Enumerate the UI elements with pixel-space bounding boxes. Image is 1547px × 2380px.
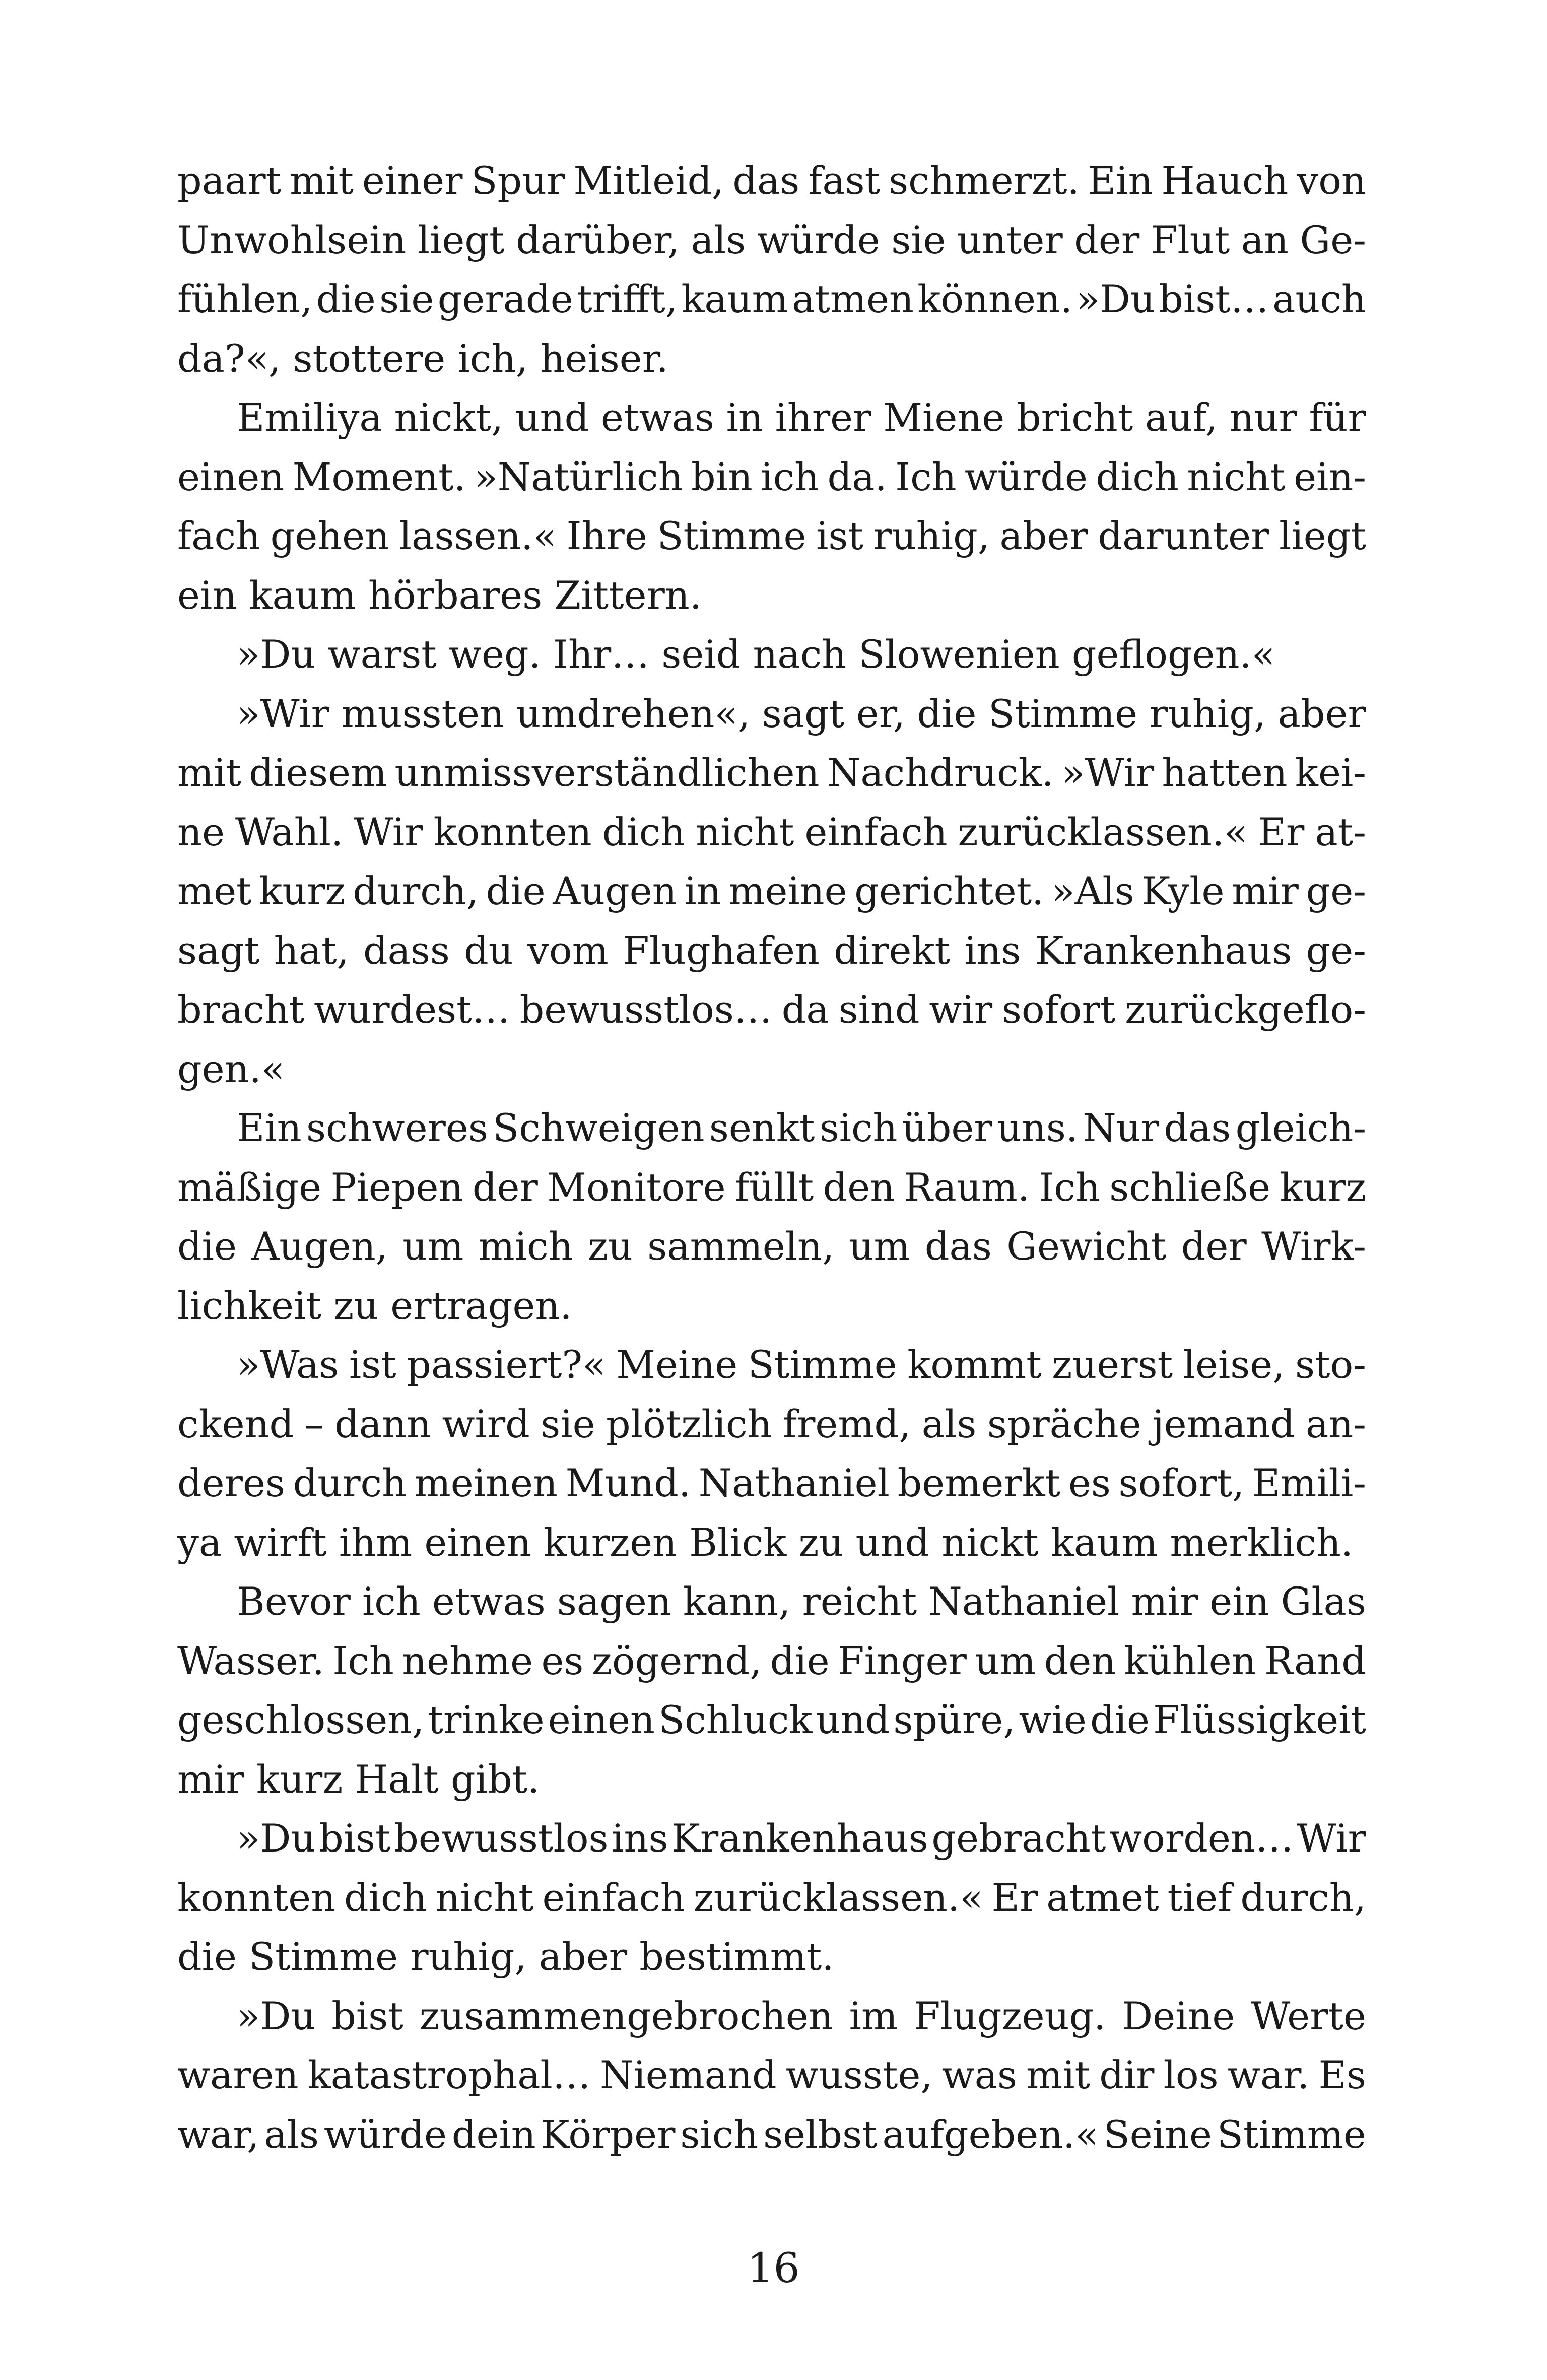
word: etwas <box>601 395 714 440</box>
word: Seine <box>1103 2111 1212 2157</box>
word: Nathaniel <box>928 1579 1120 1624</box>
word: ruhig, <box>1149 691 1266 736</box>
word: spüre, <box>893 1697 1016 1742</box>
word: bist <box>319 1816 391 1861</box>
word: meinen <box>414 1461 558 1505</box>
text-line <box>177 1987 1366 2046</box>
word: sagen <box>557 1579 671 1624</box>
word: von <box>1297 158 1366 203</box>
word: Meine <box>616 1342 738 1387</box>
word: direkt <box>834 928 951 973</box>
text-line <box>177 980 1366 1039</box>
word: schließe <box>1109 1164 1271 1210</box>
word: sagt <box>177 928 260 973</box>
word: Nur <box>1083 1105 1160 1150</box>
word: bewusstlos <box>394 1816 609 1861</box>
word: in <box>684 869 721 913</box>
text-line <box>177 447 1366 507</box>
word: gerichtet. <box>854 869 1044 913</box>
word: Moment. <box>292 454 466 499</box>
text-line: gen.« <box>177 1046 285 1091</box>
word: mit <box>177 750 241 795</box>
word: um <box>402 1224 464 1269</box>
word: Ich <box>332 1638 394 1683</box>
word: bewusstlos… <box>519 987 772 1032</box>
word: at- <box>1315 809 1366 854</box>
word: zögernd, <box>591 1638 762 1683</box>
word: Ihre <box>566 513 647 558</box>
word: fach <box>177 513 260 558</box>
word: durch <box>293 1461 407 1505</box>
word: Raum. <box>904 1164 1030 1210</box>
text-line <box>177 1335 1366 1395</box>
text-line <box>177 803 1366 862</box>
word: können. <box>917 277 1073 321</box>
word: Flut <box>1151 217 1230 262</box>
text-line <box>177 1572 1366 1631</box>
word: wusste, <box>785 2053 933 2097</box>
word: Er <box>991 1875 1038 1920</box>
word: den <box>1044 1638 1116 1683</box>
text-line <box>177 1868 1366 1928</box>
word: im <box>849 1993 898 2038</box>
word: aber <box>1277 691 1366 736</box>
word: sofort <box>1001 987 1116 1032</box>
word: bemerkt <box>897 1461 1061 1505</box>
text-line <box>177 1158 1366 1217</box>
word: einen <box>548 1697 655 1742</box>
word: Finger <box>837 1638 967 1683</box>
word: du <box>464 928 513 973</box>
word: Bevor <box>237 1579 351 1624</box>
word: Flüssigkeit <box>1153 1697 1366 1742</box>
word: Wahl. <box>235 809 344 854</box>
word: nicht <box>696 809 794 854</box>
word: vom <box>527 928 609 973</box>
word: spräche <box>987 1401 1141 1446</box>
word: sto- <box>1295 1342 1366 1387</box>
word: trifft, <box>577 277 678 321</box>
word: plötzlich <box>606 1401 772 1446</box>
word: ins <box>964 928 1021 973</box>
word: zurückgeflo- <box>1125 987 1366 1032</box>
word: sagt <box>762 691 845 736</box>
word: darüber, <box>516 217 680 262</box>
word: der <box>1074 217 1140 262</box>
word: Wasser. <box>177 1638 324 1683</box>
text-line <box>177 2045 1366 2105</box>
word: über <box>902 1105 992 1150</box>
word: zuerst <box>1052 1342 1173 1387</box>
word: jemand <box>1152 1401 1295 1446</box>
word: Deine <box>1122 1993 1235 2038</box>
word: selbst <box>763 2111 878 2157</box>
word: als <box>691 217 746 262</box>
word: schmerzt. <box>889 158 1080 203</box>
word: nicht <box>1187 454 1286 499</box>
word: paart <box>177 158 282 203</box>
word: und <box>816 1697 890 1742</box>
word: Spur <box>471 158 565 203</box>
word: worden… <box>1109 1816 1294 1861</box>
word: kühlen <box>1124 1638 1256 1683</box>
word: atmet <box>1046 1875 1159 1920</box>
word: mir <box>1131 1579 1198 1624</box>
word: wie <box>1019 1697 1087 1742</box>
word: kurz <box>1280 1164 1366 1210</box>
word: »Du <box>237 1993 316 2038</box>
word: wir <box>929 987 993 1032</box>
word: kaum <box>681 277 788 321</box>
word: los <box>1163 2053 1219 2097</box>
word: leise, <box>1183 1342 1285 1387</box>
text-line: ein kaum hörbares Zittern. <box>177 572 702 618</box>
word: Nachdruck. <box>827 750 1054 795</box>
word: Körper <box>541 2111 676 2157</box>
page-number: 16 <box>747 2244 800 2292</box>
text-line: ya wirft ihm einen kurzen Blick zu und nickt kaum merklich. <box>177 1519 1354 1565</box>
word: dann <box>334 1401 431 1446</box>
text-line: lichkeit zu ertragen. <box>177 1283 572 1328</box>
word: zurücklassen.« <box>693 1875 983 1920</box>
text-line: die Stimme ruhig, aber bestimmt. <box>177 1934 834 1979</box>
word: würde <box>757 217 880 262</box>
word: unmissverständlichen <box>394 750 820 795</box>
word: dich <box>602 809 686 854</box>
word: ein <box>1209 1579 1269 1624</box>
text-line <box>177 862 1366 921</box>
word: Es <box>1318 2053 1366 2097</box>
word: met <box>177 869 252 913</box>
text-line <box>177 1809 1366 1868</box>
word: mussten <box>341 691 504 736</box>
word: deres <box>177 1461 285 1505</box>
word: aber <box>999 513 1088 558</box>
word: ins <box>612 1816 668 1861</box>
body-text <box>177 151 1366 2164</box>
word: passiert?« <box>407 1342 606 1387</box>
text-line <box>177 151 1366 211</box>
text-line <box>177 506 1366 566</box>
word: mir <box>1232 869 1299 913</box>
word: Monitore <box>547 1164 726 1210</box>
word: hat, <box>274 928 349 973</box>
word: Schweigen <box>493 1105 705 1150</box>
text-line <box>177 1690 1366 1750</box>
text-line <box>177 1098 1366 1158</box>
word: war. <box>1227 2053 1310 2097</box>
word: als <box>264 2111 319 2157</box>
word: bricht <box>1016 395 1133 440</box>
word: gleich- <box>1235 1105 1366 1150</box>
word: füllt <box>734 1164 814 1210</box>
word: »Was <box>237 1342 339 1387</box>
word: auf, <box>1145 395 1218 440</box>
word: sammeln, <box>647 1224 835 1269</box>
word: mit <box>290 158 354 203</box>
word: bin <box>691 454 753 499</box>
text-line <box>177 270 1366 329</box>
word: nur <box>1229 395 1297 440</box>
word: Augen <box>553 869 677 913</box>
word: ich <box>761 454 820 499</box>
word: Emili- <box>1252 1461 1366 1505</box>
word: Mitleid, <box>573 158 724 203</box>
word: dir <box>1099 2053 1155 2097</box>
word: schweres <box>306 1105 488 1150</box>
word: Schluck <box>658 1697 813 1742</box>
word: die <box>917 691 977 736</box>
word: Stimme <box>1217 2111 1366 2157</box>
word: an <box>1241 217 1289 262</box>
word: ist <box>349 1342 396 1387</box>
word: wird <box>442 1401 530 1446</box>
word: »Als <box>1051 869 1134 913</box>
word: kommt <box>907 1342 1042 1387</box>
word: auch <box>1272 277 1366 321</box>
word: Krankenhaus <box>671 1816 928 1861</box>
word: Miene <box>883 395 1005 440</box>
word: es <box>1068 1461 1111 1505</box>
word: Augen, <box>251 1224 388 1269</box>
word: ruhig, <box>873 513 990 558</box>
word: darunter <box>1098 513 1269 558</box>
word: als <box>921 1401 977 1446</box>
word: Kyle <box>1141 869 1225 913</box>
word: Stimme <box>657 513 806 558</box>
word: bist… <box>1159 277 1269 321</box>
word: Unwohlsein <box>177 217 407 262</box>
word: die <box>177 1224 237 1269</box>
word: ne <box>177 809 225 854</box>
word: Hauch <box>1161 158 1289 203</box>
word: Stimme <box>988 691 1138 736</box>
text-line <box>177 1217 1366 1276</box>
word: einfach <box>542 1875 685 1920</box>
word: katastrophal… <box>307 2053 591 2097</box>
word: sie <box>379 277 434 321</box>
word: diesem <box>249 750 387 795</box>
word: einfach <box>804 809 948 854</box>
word: Stimme <box>748 1342 897 1387</box>
word: den <box>823 1164 895 1210</box>
word: für <box>1309 395 1366 440</box>
word: kurz <box>259 869 346 913</box>
word: dein <box>451 2111 536 2157</box>
word: nickt, <box>394 395 504 440</box>
word: – <box>304 1401 324 1446</box>
word: nehme <box>402 1638 533 1683</box>
word: geschlossen, <box>177 1697 425 1742</box>
word: fast <box>808 158 881 203</box>
word: dich <box>1096 454 1179 499</box>
word: der <box>472 1164 538 1210</box>
text-line <box>177 388 1366 447</box>
word: Werte <box>1251 1993 1366 2038</box>
word: »Du <box>1076 277 1155 321</box>
word: sich <box>819 1105 898 1150</box>
text-line <box>177 743 1366 803</box>
word: konnten <box>433 809 592 854</box>
word: zurücklassen.« <box>958 809 1248 854</box>
word: Ich <box>1039 1164 1100 1210</box>
word: ich <box>362 1579 421 1624</box>
word: die <box>486 869 546 913</box>
word: atmen <box>792 277 914 321</box>
word: das <box>1164 1105 1231 1150</box>
word: unter <box>957 217 1063 262</box>
word: sind <box>838 987 920 1032</box>
word: »Wir <box>237 691 329 736</box>
word: »Du <box>237 1816 316 1861</box>
word: die <box>316 277 376 321</box>
word: »Natürlich <box>474 454 683 499</box>
word: fremd, <box>782 1401 911 1446</box>
word: nicht <box>435 1875 534 1920</box>
word: Flughafen <box>623 928 820 973</box>
word: die <box>1090 1697 1150 1742</box>
word: Rand <box>1264 1638 1366 1683</box>
word: sie <box>891 217 946 262</box>
word: da <box>781 987 829 1032</box>
word: war, <box>177 2111 259 2157</box>
word: Wirk- <box>1261 1224 1366 1269</box>
word: er, <box>856 691 905 736</box>
word: ge- <box>1306 869 1366 913</box>
word: konnten <box>177 1875 336 1920</box>
word: Emiliya <box>237 395 382 440</box>
word: umdrehen«, <box>516 691 751 736</box>
word: ist <box>816 513 863 558</box>
word: es <box>541 1638 584 1683</box>
text-line <box>177 211 1366 270</box>
word: kann, <box>683 1579 791 1624</box>
word: Wir <box>354 809 423 854</box>
word: dass <box>363 928 450 973</box>
word: da. <box>827 454 887 499</box>
text-line: »Du warst weg. Ihr… seid nach Slowenien geflogen.« <box>237 632 1275 677</box>
text-line <box>177 1631 1366 1691</box>
word: Er <box>1258 809 1305 854</box>
word: gebracht <box>931 1816 1106 1861</box>
word: uns. <box>996 1105 1079 1150</box>
word: Wir <box>1297 1816 1366 1861</box>
word: wurdest… <box>314 987 510 1032</box>
word: Ich <box>895 454 957 499</box>
word: um <box>975 1638 1036 1683</box>
word: zu <box>587 1224 633 1269</box>
text-line <box>177 1453 1366 1513</box>
word: sie <box>541 1401 595 1446</box>
text-line: mir kurz Halt gibt. <box>177 1756 540 1802</box>
word: dich <box>344 1875 427 1920</box>
word: einen <box>177 454 285 499</box>
word: gerade <box>437 277 573 321</box>
word: Piepen <box>330 1164 463 1210</box>
word: senkt <box>709 1105 815 1150</box>
word: sofort, <box>1118 1461 1245 1505</box>
word: das <box>732 158 800 203</box>
text-line <box>177 921 1366 980</box>
word: lassen.« <box>399 513 557 558</box>
word: und <box>515 395 589 440</box>
word: etwas <box>432 1579 546 1624</box>
word: Gewicht <box>1006 1224 1167 1269</box>
word: »Wir <box>1061 750 1155 795</box>
text-line <box>177 2105 1366 2164</box>
word: aufgeben.« <box>882 2111 1099 2157</box>
word: würde <box>965 454 1088 499</box>
word: liegt <box>1279 513 1366 558</box>
word: um <box>849 1224 910 1269</box>
word: Mund. <box>565 1461 691 1505</box>
word: die <box>770 1638 830 1683</box>
word: ihrer <box>775 395 871 440</box>
word: würde <box>323 2111 447 2157</box>
word: der <box>1181 1224 1247 1269</box>
word: bist <box>331 1993 403 2038</box>
word: Niemand <box>599 2053 777 2097</box>
word: gehen <box>270 513 390 558</box>
word: Krankenhaus <box>1035 928 1292 973</box>
word: ein- <box>1294 454 1366 499</box>
word: trinke <box>428 1697 545 1742</box>
word: mich <box>478 1224 573 1269</box>
word: bracht <box>177 987 305 1032</box>
word: sich <box>680 2111 759 2157</box>
word: an- <box>1306 1401 1366 1446</box>
word: durch, <box>1240 1875 1366 1920</box>
text-line <box>177 1395 1366 1454</box>
text-line: da?«, stottere ich, heiser. <box>177 336 668 381</box>
word: ge- <box>1306 928 1366 973</box>
word: das <box>924 1224 992 1269</box>
word: meine <box>728 869 847 913</box>
word: in <box>726 395 763 440</box>
word: Glas <box>1281 1579 1366 1624</box>
word: fühlen, <box>177 277 313 321</box>
word: einer <box>362 158 463 203</box>
word: Ein <box>237 1105 302 1150</box>
word: waren <box>177 2053 299 2097</box>
word: Flugzeug. <box>913 1993 1106 2038</box>
word: Ein <box>1088 158 1153 203</box>
word: Ge- <box>1300 217 1366 262</box>
word: ckend <box>177 1401 294 1446</box>
word: hatten <box>1162 750 1288 795</box>
word: tief <box>1167 1875 1232 1920</box>
word: was <box>941 2053 1018 2097</box>
word: durch, <box>353 869 479 913</box>
word: liegt <box>417 217 505 262</box>
word: mäßige <box>177 1164 322 1210</box>
word: kei- <box>1295 750 1366 795</box>
word: mit <box>1026 2053 1091 2097</box>
word: reicht <box>802 1579 917 1624</box>
text-line <box>177 684 1366 744</box>
word: Nathaniel <box>698 1461 890 1505</box>
word: zusammengebrochen <box>419 1993 833 2038</box>
